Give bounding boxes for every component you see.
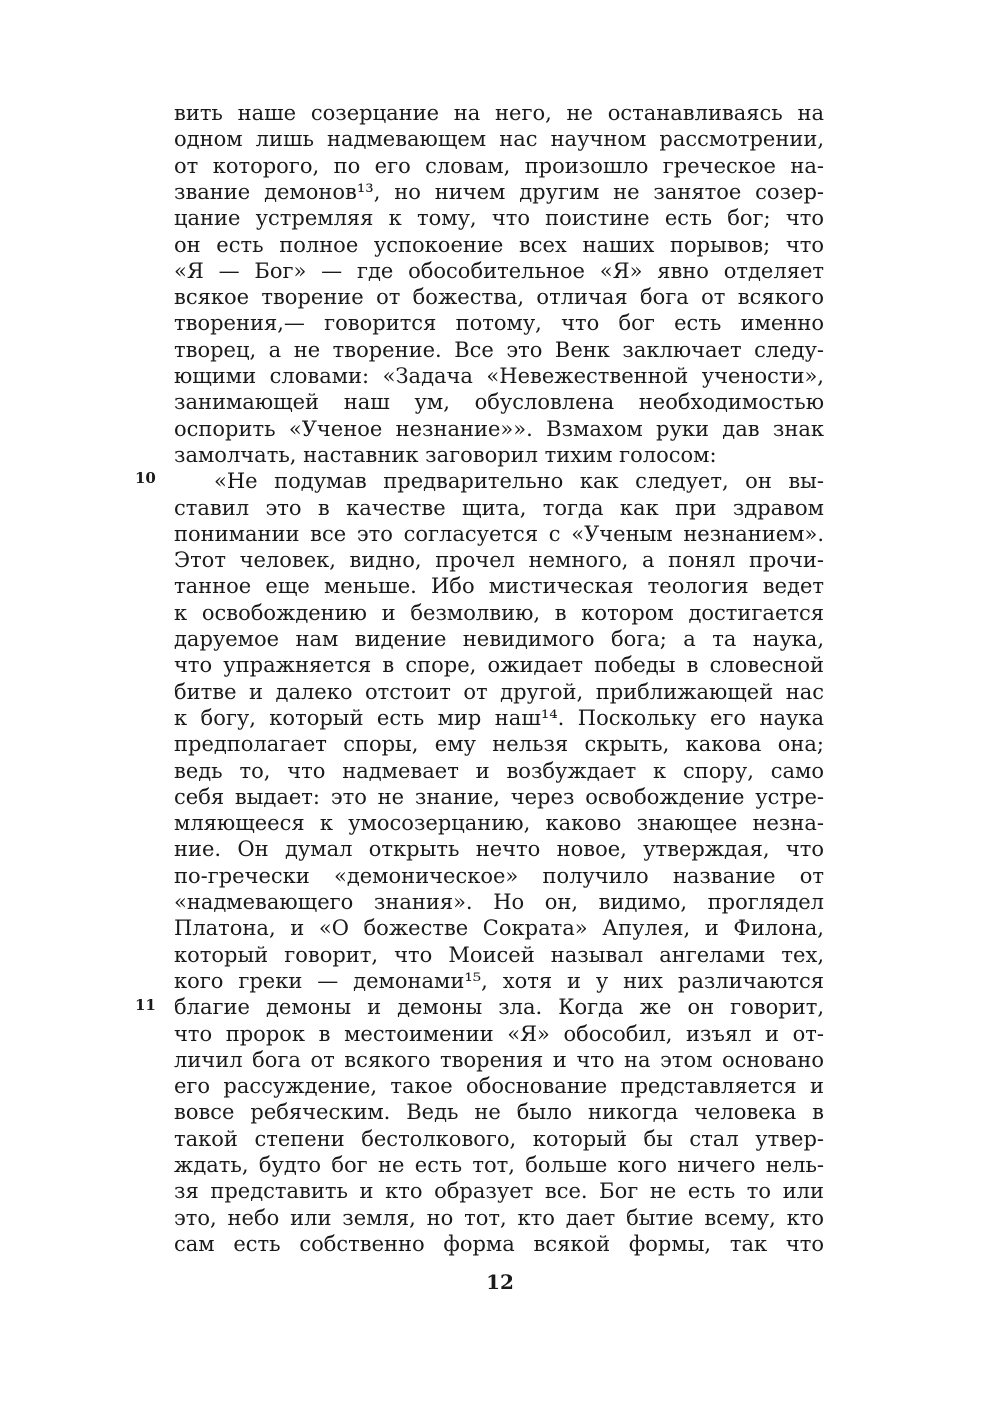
text-line: «надмевающего знания». Но он, видимо, проглядел [174, 890, 824, 914]
text-line: всякое творение от божества, отличая бога от всякого [174, 285, 824, 310]
text-line: «Я — Бог» — где обособительное «Я» явно отделяет [174, 258, 824, 283]
text-line: Платона, и «О божестве Сократа» Апулея, и Филона, [174, 916, 824, 941]
text-line: одном лишь надмевающем нас научном рассмотрении, [174, 127, 824, 152]
text-line: ставил это в качестве щита, тогда как при здравом [174, 495, 824, 520]
text-line: по-гречески «демоническое» получило название от [174, 863, 824, 888]
text-line: вить наше созерцание на него, не останавливаясь на [174, 101, 824, 125]
text-line: кого греки — демонами¹⁵, хотя и у них различаются [174, 968, 824, 993]
text-line: личил бога от всякого творения и что на этом основано [174, 1047, 824, 1072]
text-line: это, небо или земля, но тот, кто дает бытие всему, кто [174, 1205, 824, 1230]
text-line: цание устремляя к тому, что поистине есть бог; что [174, 206, 824, 231]
margin-marker-11: 11 [135, 996, 156, 1014]
text-line: битве и далеко отстоит от другой, приближающей нас [174, 679, 824, 704]
text-line: «Не подумав предварительно как следует, он вы- [214, 469, 824, 494]
text-line: такой степени бестолкового, который бы стал утвер- [174, 1126, 824, 1151]
text-line: что упражняется в споре, ожидает победы в словесной [174, 653, 824, 678]
text-line: благие демоны и демоны зла. Когда же он говорит, [174, 995, 824, 1020]
text-line: даруемое нам видение невидимого бога; а та наука, [174, 627, 824, 651]
text-line: Этот человек, видно, прочел немного, а понял прочи- [174, 548, 824, 573]
text-line: предполагает споры, ему нельзя скрыть, какова она; [174, 732, 824, 757]
text-line: что пророк в местоимении «Я» обособил, изъял и от- [174, 1021, 824, 1046]
text-line: звание демонов¹³, но ничем другим не занятое созер- [174, 179, 824, 204]
text-line: к богу, который есть мир наш¹⁴. Поскольку его наука [174, 705, 824, 730]
page-number: 12 [486, 1270, 514, 1294]
text-line: танное еще меньше. Ибо мистическая теология ведет [174, 574, 824, 599]
text-line: его рассуждение, такое обоснование представляется и [174, 1074, 824, 1099]
text-line: мляющееся к умосозерцанию, каково знающее незна- [174, 811, 824, 836]
text-line: занимающей наш ум, обусловлена необходимостью [174, 390, 824, 415]
margin-marker-10: 10 [135, 469, 156, 487]
text-line: замолчать, наставник заговорил тихим голосом: [174, 442, 717, 467]
text-line: ние. Он думал открыть нечто новое, утверждая, что [174, 837, 824, 862]
text-line: понимании все это согласуется с «Ученым незнанием». [174, 521, 824, 546]
text-line: творения,— говорится потому, что бог есть именно [174, 311, 824, 336]
text-line: ведь то, что надмевает и возбуждает к спору, само [174, 758, 824, 783]
text-line: сам есть собственно форма всякой формы, так что [174, 1231, 824, 1256]
text-line: который говорит, что Моисей называл ангелами тех, [174, 942, 824, 967]
text-line: от которого, по его словам, произошло греческое на- [174, 153, 824, 178]
text-line: к освобождению и безмолвию, в котором достигается [174, 600, 824, 625]
text-line: он есть полное успокоение всех наших порывов; что [174, 232, 824, 257]
text-line: оспорить «Ученое незнание»». Взмахом руки дав знак [174, 416, 824, 441]
text-line: зя представить и кто образует все. Бог не есть то или [174, 1179, 824, 1204]
text-line: ющими словами: «Задача «Невежественной учености», [174, 364, 824, 388]
text-line: вовсе ребяческим. Ведь не было никогда человека в [174, 1100, 824, 1125]
text-line: творец, а не творение. Все это Венк заключает следу- [174, 337, 824, 362]
text-line: себя выдает: это не знание, через освобождение устре- [174, 784, 824, 809]
text-line: ждать, будто бог не есть тот, больше кого ничего нель- [174, 1153, 824, 1177]
